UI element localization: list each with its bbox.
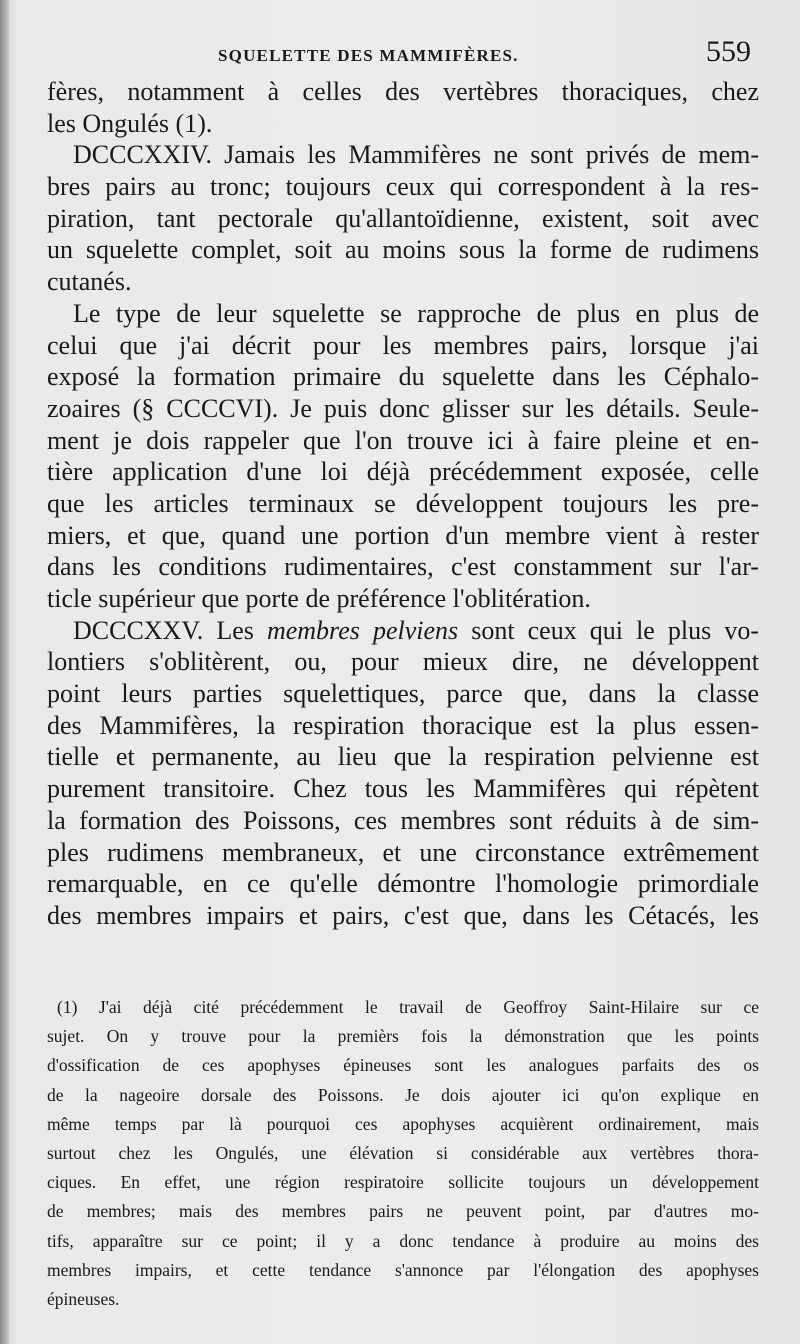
- italic-term: membres pelviens: [266, 615, 459, 645]
- paragraph-start-line: DCCCXXIV. Jamais les Mammifères ne sont privés de mem-: [73, 140, 759, 170]
- body-text: [47, 76, 759, 932]
- text-line: piration, tant pectorale qu'allantoïdienne, existent, soit avec: [47, 203, 759, 233]
- paragraph-start-line: Le type de leur squelette se rapproche de plus en plus de: [73, 298, 759, 328]
- text-line: des membres impairs et pairs, c'est que, dans les Cétacés, les: [47, 900, 759, 930]
- text-line: bres pairs au tronc; toujours ceux qui correspondent à la res-: [47, 172, 759, 202]
- text-line: miers, et que, quand une portion d'un membre vient à rester: [47, 520, 759, 550]
- footnote-line: épineuses.: [47, 1288, 120, 1309]
- text-line: tielle et permanente, au lieu que la respiration pelvienne est: [47, 742, 759, 772]
- page-binding-edge: [0, 0, 9, 1344]
- page-header: [0, 35, 800, 80]
- text-line: la formation des Poissons, ces membres sont réduits à de sim-: [47, 805, 759, 835]
- text-line: celui que j'ai décrit pour les membres pairs, lorsque j'ai: [47, 330, 759, 360]
- text-line: fères, notamment à celles des vertèbres thoraciques, chez: [47, 77, 759, 106]
- footnote-line: ciques. En effet, une région respiratoire sollicite toujours un développement: [47, 1172, 759, 1193]
- footnote-line: de la nageoire dorsale des Poissons. Je dois ajouter ici qu'on explique en: [47, 1084, 759, 1105]
- text-run: sont ceux qui le plus vo-: [458, 615, 759, 645]
- text-line: lontiers s'oblitèrent, ou, pour mieux dire, ne développent: [47, 647, 759, 677]
- text-line: purement transitoire. Chez tous les Mammifères qui répètent: [47, 774, 759, 804]
- footnote-line: surtout chez les Ongulés, une élévation si considérable aux vertèbres thora-: [47, 1142, 759, 1163]
- footnote-line: sujet. On y trouve pour la premièrs fois la démonstration que les points: [47, 1026, 759, 1047]
- text-line: exposé la formation primaire du squelette dans les Céphalo-: [47, 362, 759, 392]
- footnote-line: d'ossification de ces apophyses épineuses sont les analogues parfaits des os: [47, 1055, 759, 1076]
- footnote-line: membres impairs, et cette tendance s'annonce par l'élongation des apophyses: [47, 1259, 759, 1280]
- text-line: les Ongulés (1).: [47, 108, 213, 138]
- footnote: [47, 993, 759, 1314]
- text-line: un squelette complet, soit au moins sous la forme de rudimens: [47, 235, 759, 265]
- footnote-line: tifs, apparaître sur ce point; il y a donc tendance à produire au moins des: [47, 1230, 759, 1251]
- text-line: ment je dois rappeler que l'on trouve ici à faire pleine et en-: [47, 425, 759, 455]
- text-line: cutanés.: [47, 267, 132, 297]
- text-line: tière application d'une loi déjà précédemment exposée, celle: [47, 457, 759, 487]
- text-run: DCCCXXV. Les: [73, 615, 267, 645]
- paragraph-start-line: [47, 615, 759, 647]
- footnote-line: de membres; mais des membres pairs ne peuvent point, par d'autres mo-: [47, 1201, 759, 1222]
- text-line: zoaires (§ CCCCVI). Je puis donc glisser sur les détails. Seule-: [47, 393, 759, 423]
- text-line: que les articles terminaux se développent toujours les pre-: [47, 488, 759, 518]
- footnote-line: (1) J'ai déjà cité précédemment le travail de Geoffroy Saint-Hilaire sur ce: [57, 997, 759, 1017]
- text-line: remarquable, en ce qu'elle démontre l'homologie primordiale: [47, 869, 759, 899]
- text-line: ticle supérieur que porte de préférence l'oblitération.: [47, 584, 591, 613]
- text-line: dans les conditions rudimentaires, c'est constamment sur l'ar-: [47, 552, 759, 582]
- page-number: 559: [706, 35, 751, 68]
- running-title: SQUELETTE DES MAMMIFÈRES.: [218, 46, 519, 65]
- text-line: des Mammifères, la respiration thoracique est la plus essen-: [47, 710, 759, 740]
- text-line: ples rudimens membraneux, et une circonstance extrêmement: [47, 837, 759, 867]
- text-line: point leurs parties squelettiques, parce que, dans la classe: [47, 679, 759, 709]
- footnote-line: même temps par là pourquoi ces apophyses acquièrent ordinairement, mais: [47, 1113, 759, 1134]
